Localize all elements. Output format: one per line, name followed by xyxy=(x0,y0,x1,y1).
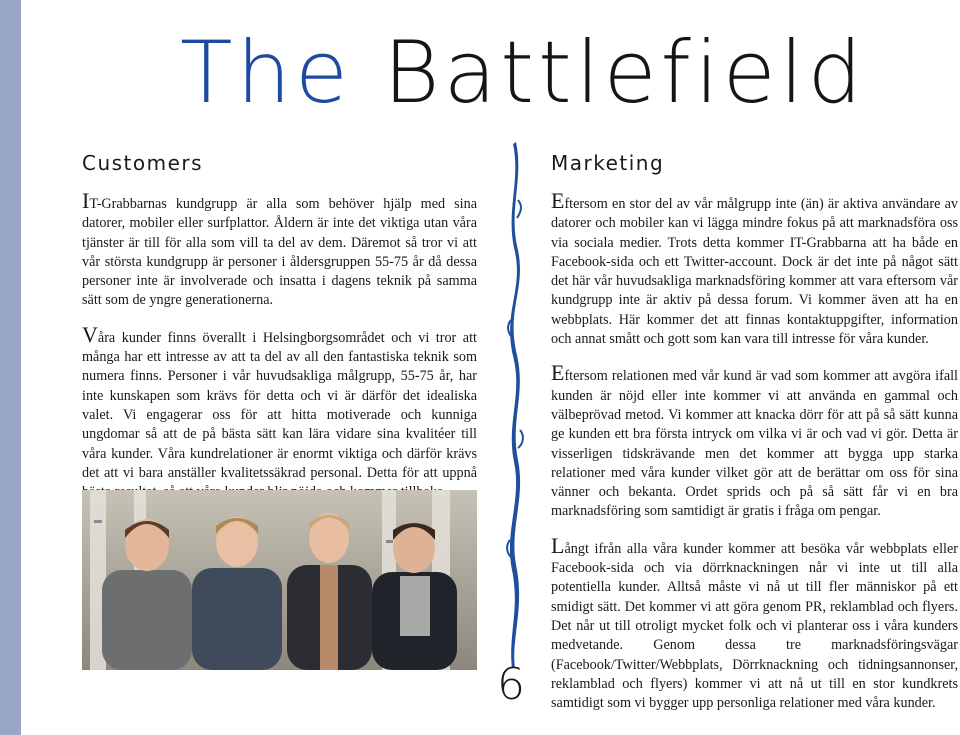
paragraph-text: ftersom en stor del av vår målgrupp inte (än) är aktiva användare av datorer och mobiler kan vi lägga mindre fokus på att marknadsföra oss via sociala medier. Trots detta kommer IT-Grabbarna att ha både en Facebook-sida och ett Twitter-account. Dock är det inte på något sätt det här vår huvudsakliga marknadsföring kommer att vara eftersom vår kundgrupp inte är aktiv på dessa forum. Vi kommer även att ha en webbplats. Här kommer det att finnas kontaktuppgifter, information och annat smått och gott som kan vara till intresse för våra kunder. xyxy=(551,196,958,348)
customers-paragraph-1 xyxy=(82,190,477,311)
marketing-paragraph-2 xyxy=(551,362,958,521)
paragraph-text: ftersom relationen med vår kund är vad som kommer att avgöra ifall kunden är nöjd eller inte kommer vi att använda en gammal och välbeprövad metod. Vi kommer att knacka dörr för att på så sätt kunna ge kunden ett bra första intryck om vilka vi är och vad vi gör. Detta är visserligen tidskrävande men det kommer att bygga upp starka relationer med våra kunder vilket gör att de berättar om oss för sina vänner och bekanta. Ordet sprids och på så sätt får vi en bra marknadsföring som samtidigt är gratis i fråga om pengar. xyxy=(551,368,958,520)
customers-column xyxy=(82,190,477,515)
paragraph-text: T-Grabbarnas kundgrupp är alla som behöver hjälp med sina datorer, mobiler eller surfplattor. Åldern är inte det viktiga utan våra tjänster är till för alla som vill ta del av dem. Däremot så tror vi att vår största kundgrupp är personer i åldersgruppen 55-75 år då dessa personer inte är involverade och insatta i dagens teknik på samma sätt som de yngre generationerna. xyxy=(82,196,477,309)
brush-stroke-divider xyxy=(502,140,528,670)
title-word-battlefield: Battlefield xyxy=(383,23,867,123)
marketing-paragraph-3 xyxy=(551,532,958,714)
marketing-column xyxy=(551,190,958,726)
left-color-bar xyxy=(0,0,21,735)
page-number: 6 xyxy=(497,659,525,710)
title-word-the: The xyxy=(180,23,352,123)
marketing-paragraph-1 xyxy=(551,190,958,349)
drop-cap: L xyxy=(551,532,565,558)
marketing-heading: Marketing xyxy=(551,151,665,175)
drop-cap: I xyxy=(82,188,90,213)
paragraph-text: åra kunder finns överallt i Helsingborgsområdet och vi tror att många har ett intresse av att ta del av all den fantastiska teknik som numera finns. Personer i vår huvudsakliga målgrupp, 55-75 år, har inte kunskapen som krävs för detta och vi är därför det idealiska valet. Vi engagerar oss för att hitta motiverade och kunniga ungdomar så att de på bästa sätt kan lära vidare sina kvalitéer till våra kunder. Våra kundrelationer är enormt viktiga och därför krävs det att vi bara anställer kvalitetssäkrad personal. Detta för att uppnå xyxy=(82,329,477,481)
paragraph-text: ångt ifrån alla våra kunder kommer att besöka vår webbplats eller Facebook-sida och via dörrknackningen når vi inte ut till alla potentiella kunder. Alltså måste vi nå ut till fler människor på ett smidigt sätt. Det kommer vi att göra genom PR, reklamblad och flyers. Det når ut till otroligt mycket folk och vi planterar oss i våra kunders medvetande. Genom dessa tre marknadsföringsvägar (Facebook/Twitter/Webbplats, Dörrknackning och tidningsannonser, reklamblad och flyers) kommer vi att nå ut till en stor kundkrets samtidigt som vi bygger upp personliga relationer med våra kunder. xyxy=(551,540,958,712)
drop-cap: V xyxy=(82,321,98,347)
page-title xyxy=(180,23,867,123)
drop-cap: E xyxy=(551,360,565,386)
drop-cap: E xyxy=(551,188,565,213)
customers-paragraph-2 xyxy=(82,321,477,503)
customers-heading: Customers xyxy=(82,151,204,175)
team-photo xyxy=(82,490,477,670)
